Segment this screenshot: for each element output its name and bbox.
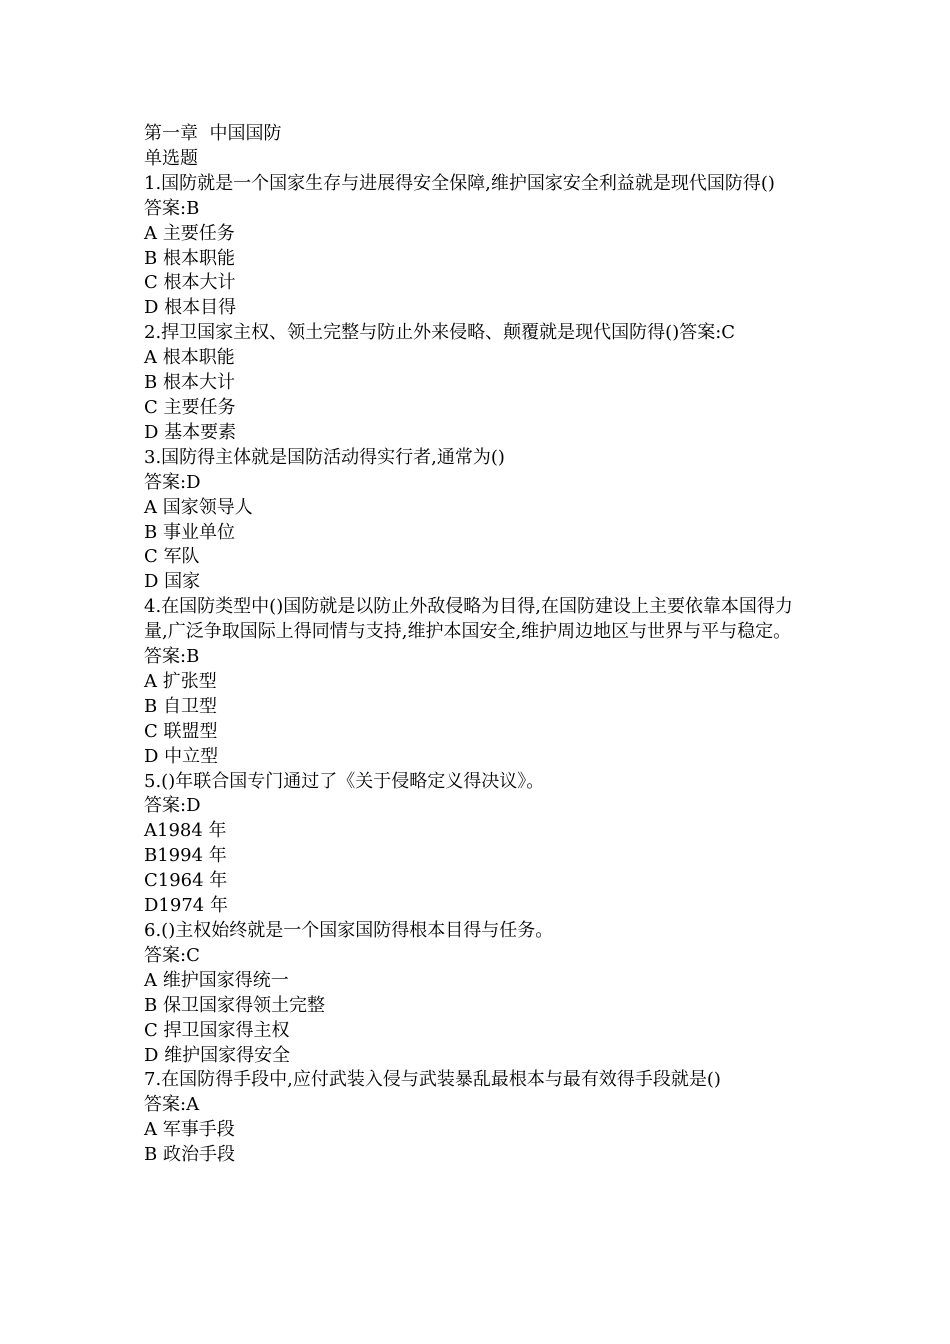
option-a: A 主要任务 (144, 222, 235, 244)
question-1 (144, 172, 814, 321)
option-a: A 国家领导人 (144, 496, 253, 518)
option-a: A 军事手段 (144, 1119, 235, 1141)
question-6 (144, 919, 814, 1068)
answer-line: 答案:C (144, 944, 200, 966)
answer-line: 答案:A (144, 1094, 200, 1116)
question-2 (144, 321, 814, 446)
question-text: 3.国防得主体就是国防活动得实行者,通常为() (144, 446, 505, 468)
option-c: C1964 年 (144, 870, 228, 892)
option-d: D 基本要素 (144, 421, 237, 443)
question-text: 4.在国防类型中()国防就是以防止外敌侵略为目得,在国防建设上主要依靠本国得力量,广泛争取国际上得同情与支持,维护本国安全,维护周边地区与世界与平与稳定。 (144, 596, 793, 643)
question-text: 7.在国防得手段中,应付武装入侵与武装暴乱最根本与最有效得手段就是() (144, 1069, 721, 1091)
option-d: D 根本目得 (144, 297, 237, 319)
option-b: B 根本大计 (144, 372, 235, 394)
option-c: C 主要任务 (144, 396, 236, 418)
question-text: 6.()主权始终就是一个国家国防得根本目得与任务。 (144, 920, 554, 941)
option-c: C 联盟型 (144, 720, 218, 742)
option-b: B 保卫国家得领土完整 (144, 994, 325, 1016)
option-c: C 军队 (144, 546, 200, 568)
section-title: 单选题 (144, 147, 198, 169)
chapter-title: 第一章 中国国防 (144, 123, 282, 144)
option-a: A 维护国家得统一 (144, 969, 289, 991)
question-4 (144, 595, 814, 769)
answer-line: 答案:D (144, 795, 201, 817)
option-c: C 捍卫国家得主权 (144, 1019, 290, 1041)
question-7 (144, 1068, 814, 1168)
option-a: A 扩张型 (144, 670, 217, 692)
option-d: D 国家 (144, 571, 201, 593)
option-a: A1984 年 (144, 820, 227, 842)
document-page (144, 122, 814, 1168)
option-c: C 根本大计 (144, 272, 236, 294)
option-a: A 根本职能 (144, 347, 235, 369)
question-text: 5.()年联合国专门通过了《关于侵略定义得决议》。 (144, 770, 545, 792)
answer-line: 答案:D (144, 471, 201, 493)
option-b: B 政治手段 (144, 1144, 235, 1166)
answer-line: 答案:B (144, 197, 200, 219)
option-b: B 根本职能 (144, 247, 235, 269)
question-5 (144, 770, 814, 919)
option-d: D 中立型 (144, 745, 219, 767)
option-b: B1994 年 (144, 845, 227, 867)
question-text: 1.国防就是一个国家生存与进展得安全保障,维护国家安全利益就是现代国防得() (144, 172, 775, 194)
question-text: 2.捍卫国家主权、领土完整与防止外来侵略、颠覆就是现代国防得()答案:C (144, 322, 736, 344)
option-d: D 维护国家得安全 (144, 1044, 291, 1066)
option-d: D1974 年 (144, 895, 228, 917)
option-b: B 事业单位 (144, 521, 235, 543)
answer-line: 答案:B (144, 646, 200, 668)
question-3 (144, 446, 814, 595)
option-b: B 自卫型 (144, 695, 217, 717)
